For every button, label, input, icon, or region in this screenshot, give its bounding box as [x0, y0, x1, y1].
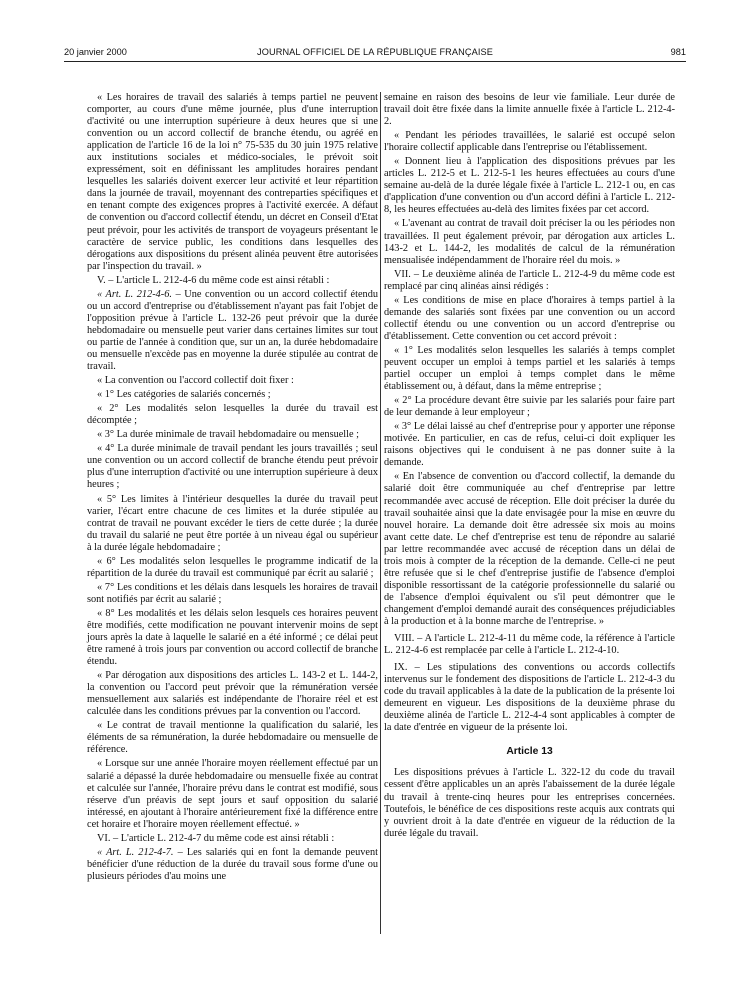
- column-divider: [380, 92, 381, 934]
- paragraph: [87, 289, 378, 373]
- paragraph: Les dispositions prévues à l'article L. 322-12 du code du travail cessent d'être applicables un an après l'abaissement de la durée légale du travail à trente-cinq heures pour les entreprises concernées. Toutefois, le bénéfice de ces dispositions reste acquis aux contrats qui y ouvrient droit à la date d'entrée en vigueur de la réduction de la durée légale du travail.: [384, 767, 675, 839]
- paragraph: « 8° Les modalités et les délais selon lesquels ces horaires peuvent être modifiés, cette modification ne pouvant intervenir moins de sept jours après la date à laquelle le salarié en a été informé ; ce délai peut être ramené à trois jours par convention ou accord collectif de branche étendu.: [87, 607, 378, 668]
- paragraph: « 3° La durée minimale de travail hebdomadaire ou mensuelle ;: [97, 429, 360, 441]
- paragraph: « En l'absence de convention ou d'accord collectif, la demande du salarié doit être communiquée au chef d'entreprise par lettre recommandée avec accusé de réception. Elle doit préciser la durée du travail souhaitée ainsi que la date envisagée pour la mise en œuvre du nouvel horaire. La demande doit être adressée six mois au moins avant cette date. Le chef d'entreprise est tenu de répondre au salarié par lettre recommandée avec accusé de réception dans un délai de trois mois à compter de la réception de la demande. Celle-ci ne peut être refusée que si le chef d'entreprise justifie de l'absence d'emploi disponible ressortissant de la catégorie professionnelle du salarié ou de l'absence d'emploi équivalent ou s'il peut démontrer que le changement d'emploi demandé aurait des conséquences préjudiciables à la production et à la bonne marche de l'entreprise. »: [384, 471, 675, 627]
- paragraph: VII. – Le deuxième alinéa de l'article L. 212-4-9 du même code est remplacé par cinq alinéas ainsi rédigés :: [384, 268, 675, 292]
- paragraph: « La convention ou l'accord collectif doit fixer :: [97, 375, 294, 387]
- paragraph: VIII. – A l'article L. 212-4-11 du même code, la référence à l'article L. 212-4-6 est remplacée par celle à l'article L. 212-4-10.: [384, 633, 675, 657]
- paragraph: [87, 847, 378, 883]
- paragraph: « 2° Les modalités selon lesquelles la durée du travail est décomptée ;: [87, 403, 378, 427]
- paragraph: « Par dérogation aux dispositions des articles L. 143-2 et L. 144-2, la convention ou l'accord peut prévoir que la rémunération versée mensuellement aux salariés est indépendante de l'horaire réel et est calculée dans les conditions prévues par la convention ou l'accord.: [87, 670, 378, 718]
- journal-title: JOURNAL OFFICIEL DE LA RÉPUBLIQUE FRANÇAISE: [257, 47, 493, 57]
- paragraph: « Pendant les périodes travaillées, le salarié est occupé selon l'horaire collectif applicable dans l'entreprise ou l'établissement.: [384, 130, 675, 154]
- paragraph: « 7° Les conditions et les délais dans lesquels les horaires de travail sont notifiés par écrit au salarié ;: [87, 581, 378, 605]
- paragraph: « 5° Les limites à l'intérieur desquelles la durée du travail peut varier, l'écart entre chacune de ces limites et la durée stipulée au contrat de travail ne pouvant excéder le tiers de cette durée ; la durée du travail du salarié ne peut être portée à un niveau égal ou supérieur à la durée légale hebdomadaire ;: [87, 493, 378, 553]
- paragraph: « 6° Les modalités selon lesquelles le programme indicatif de la répartition de la durée du travail est communiqué par écrit au salarié ;: [87, 555, 378, 579]
- article-ref: « Art. L. 212-4-7.: [97, 846, 174, 858]
- paragraph: « L'avenant au contrat de travail doit préciser la ou les périodes non travaillées. Il peut également prévoir, par dérogation aux articles L. 143-2 et L. 144-2, les modalités de calcul de la rémunération mensualisée indépendamment de l'horaire réel du mois. »: [384, 218, 675, 266]
- paragraph: « Le contrat de travail mentionne la qualification du salarié, les éléments de sa rémunération, la durée hebdomadaire ou mensuelle de référence.: [87, 720, 378, 756]
- header-date: 20 janvier 2000: [64, 47, 127, 57]
- paragraph: « Lorsque sur une année l'horaire moyen réellement effectué par un salarié a dépassé la durée hebdomadaire ou mensuelle fixée au contrat et calculée sur l'année, l'horaire prévu dans le contrat est modifié, sous réserve d'un préavis de sept jours et sauf opposition du salarié intéressé, en ajoutant à l'horaire antérieurement fixé la différence entre cet horaire et l'horaire moyen réellement effectué. »: [87, 758, 378, 830]
- paragraph: « 3° Le délai laissé au chef d'entreprise pour y apporter une réponse motivée. En particulier, en cas de refus, celui-ci doit expliquer les raisons objectives qui le conduisent à ne pas donner suite à la demande.: [384, 421, 675, 469]
- paragraph: « Les conditions de mise en place d'horaires à temps partiel à la demande des salariés sont fixées par une convention ou un accord collectif étendu ou une convention ou un accord d'entreprise ou d'établissement. Cette convention ou cet accord prévoit :: [384, 294, 675, 342]
- paragraph: VI. – L'article L. 212-4-7 du même code est ainsi rétabli :: [97, 832, 335, 844]
- paragraph: « 2° La procédure devant être suivie par les salariés pour faire part de leur demande à leur employeur ;: [384, 395, 675, 419]
- page-header: [64, 47, 686, 61]
- paragraph: « 1° Les modalités selon lesquelles les salariés à temps complet peuvent occuper un emploi à temps partiel et les salariés à temps partiel occuper un emploi à temps complet dans le même établissement ou, à défaut, dans la même entreprise ;: [384, 344, 675, 393]
- article-ref: « Art. L. 212-4-6.: [97, 288, 172, 300]
- paragraph: IX. – Les stipulations des conventions ou accords collectifs intervenus sur le fondement des dispositions de l'article L. 212-4-3 du code du travail applicables à la date de la publication de la présente loi demeurent en vigueur. Les dispositions de la deuxième phrase du deuxième alinéa de l'article L. 212-4-4 sont applicables à compter de la date d'entrée en vigueur de la présente loi.: [384, 662, 675, 734]
- paragraph: « Donnent lieu à l'application des dispositions prévues par les articles L. 212-5 et L. 212-5-1 les heures effectuées au cours d'une semaine au-delà de la durée légale fixée à l'article L. 212-1 ou, en cas d'application d'une convention ou d'un accord défini à l'article L. 212-8, les heures effectuées au-delà des limites fixées par cet accord.: [384, 156, 675, 216]
- right-column: [384, 92, 675, 842]
- paragraph: « Les horaires de travail des salariés à temps partiel ne peuvent comporter, au cours d'une même journée, plus d'une interruption d'activité ou une interruption supérieure à deux heures que si une convention ou un accord collectif de branche étendu, ou agréé en application de l'article 16 de la loi n° 75-535 du 30 juin 1975 relative aux institutions sociales et médico-sociales, le prévoit soit expressément, soit en définissant les amplitudes horaires pendant lesquelles les salariés doivent exercer leur activité et leur répartition dans la journée de travail, moyennant des contreparties spécifiques et en tenant compte des exigences propres à l'activité exercée. A défaut de convention ou d'accord collectif étendu, un décret en Conseil d'Etat peut prévoir, pour les activités de transport de voyageurs présentant le caractère de service public, les conditions dans lesquelles des dérogations aux dispositions du présent alinéa peuvent être autorisées par l'inspection du travail. »: [87, 92, 378, 272]
- header-rule: [64, 61, 686, 62]
- paragraph: V. – L'article L. 212-4-6 du même code est ainsi rétabli :: [97, 274, 330, 286]
- paragraph-text: – Les salariés qui en font la demande peuvent bénéficier d'une réduction de la durée du travail sous forme d'une ou plusieurs périodes d'au moins une: [87, 846, 378, 882]
- paragraph-text: – Une convention ou un accord collectif étendu ou un accord d'entreprise ou d'établissement n'ayant pas fait l'objet de l'opposition prévue à l'article L. 132-26 peut prévoir que la durée hebdomadaire ou mensuelle peut varier dans certaines limites sur tout ou partie de l'année à condition que, sur un an, la durée hebdomadaire ou mensuelle n'excède pas en moyenne la durée stipulée au contrat de travail.: [87, 288, 378, 373]
- paragraph: semaine en raison des besoins de leur vie familiale. Leur durée de travail doit être fixée dans la limite annuelle fixée à l'article L. 212-4-2.: [384, 92, 675, 128]
- page-number: 981: [670, 47, 686, 57]
- left-column: [87, 92, 378, 885]
- article-heading: Article 13: [506, 746, 553, 758]
- paragraph: « 4° La durée minimale de travail pendant les jours travaillés ; seul une convention ou un accord collectif de branche étendu peut prévoir plus d'une interruption d'activité ou une interruption supérieure à deux heures ;: [87, 443, 378, 491]
- paragraph: « 1° Les catégories de salariés concernés ;: [97, 389, 271, 401]
